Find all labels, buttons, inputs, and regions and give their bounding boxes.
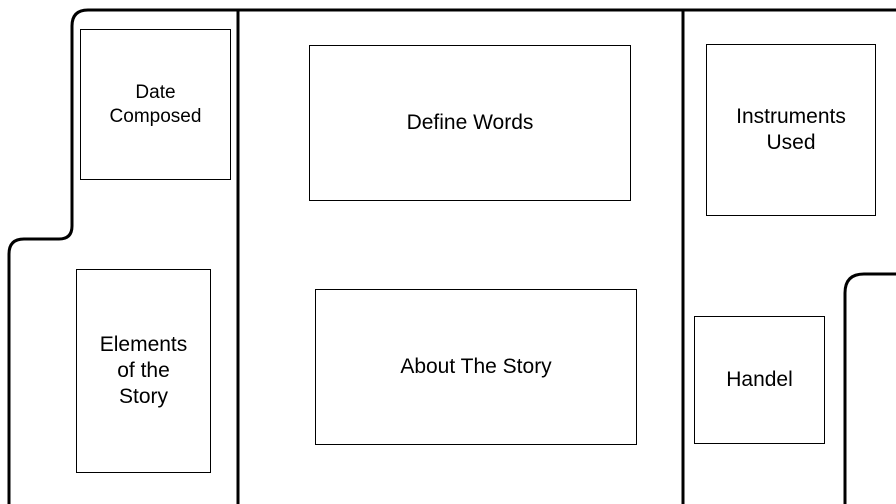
define-words-box <box>309 45 631 201</box>
date-composed-box <box>80 29 231 180</box>
date-composed-label: Date Composed <box>109 81 202 127</box>
handel-label: Handel <box>726 367 793 391</box>
about-the-story-box <box>315 289 637 445</box>
instruments-used-box <box>706 44 876 216</box>
handel-box <box>694 316 825 444</box>
elements-of-the-story-label: Elements of the Story <box>99 332 188 409</box>
instruments-used-label: Instruments Used <box>736 104 846 154</box>
right-panel-outline <box>845 274 896 504</box>
define-words-label: Define Words <box>406 110 534 134</box>
about-the-story-label: About The Story <box>400 354 552 378</box>
elements-of-the-story-box <box>76 269 211 473</box>
